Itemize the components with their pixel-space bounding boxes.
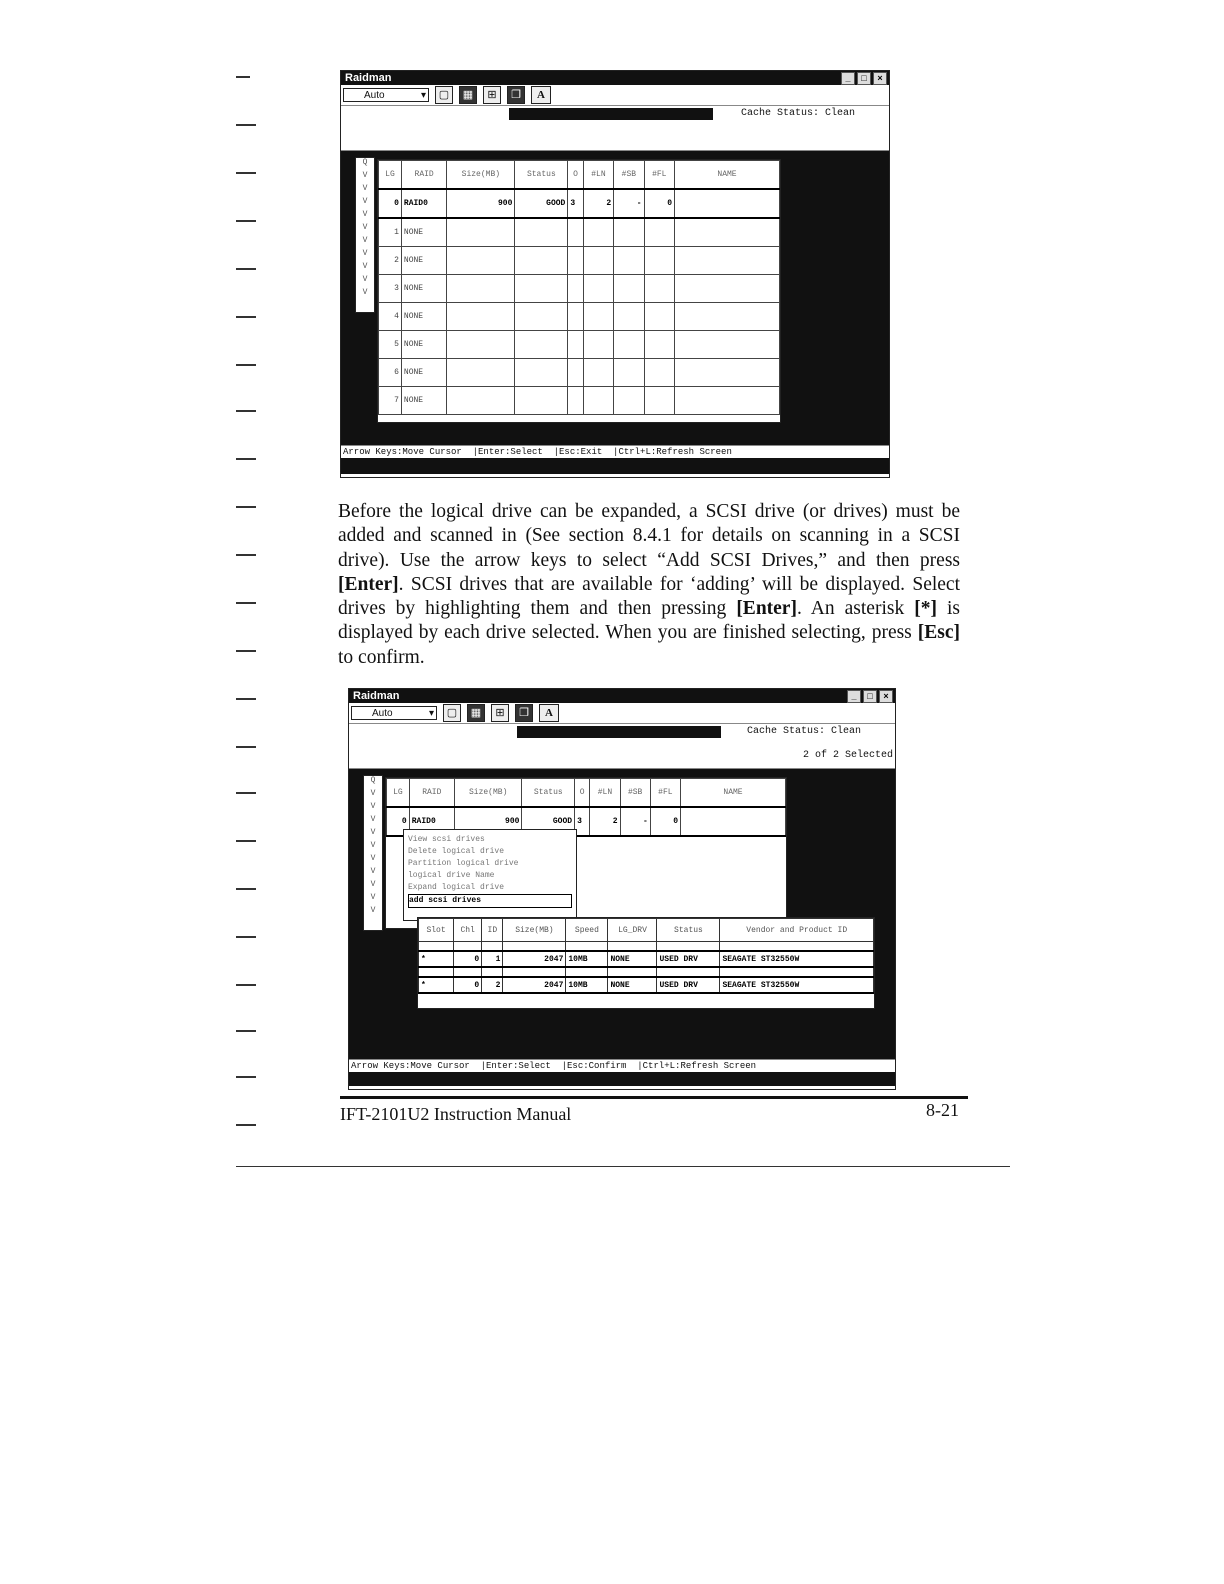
message-bar (517, 726, 721, 738)
close-icon[interactable]: × (873, 72, 887, 85)
terminal-screen (349, 769, 895, 1059)
page-number: 8-21 (926, 1100, 959, 1120)
menu-item-view-scsi[interactable]: View scsi drives (408, 835, 485, 844)
chevron-down-icon: ▾ (420, 90, 426, 101)
table-row[interactable]: 0 RAID0 900 GOOD 3 2 - 0 (387, 807, 786, 836)
bottom-rule (236, 1166, 1010, 1167)
windows-icon[interactable]: ❐ (515, 704, 533, 722)
selected-count: 2 of 2 Selected (802, 750, 893, 761)
menu-item-name[interactable]: logical drive Name (408, 871, 495, 880)
menu-item-expand[interactable]: Expand logical drive (408, 883, 505, 892)
maximize-icon[interactable]: □ (857, 72, 871, 85)
raidman-window-2 (348, 688, 896, 1090)
window-title: Raidman (345, 72, 392, 84)
status-bar: Arrow Keys:Move Cursor |Enter:Select |Esc:Confirm |Ctrl+L:Refresh Screen (349, 1059, 895, 1072)
menu-item-delete[interactable]: Delete logical drive (408, 847, 505, 856)
table-row[interactable]: 6 NONE (379, 359, 780, 387)
menu-item-partition[interactable]: Partition logical drive (408, 859, 519, 868)
maximize-icon[interactable]: □ (863, 690, 877, 703)
grid-icon[interactable]: ⊞ (483, 86, 501, 104)
font-icon[interactable]: A (531, 86, 551, 104)
side-strip: Q V V V V V V V V V V (363, 775, 383, 931)
scsi-drive-table (417, 917, 875, 1009)
cache-status: Cache Status: Clean (740, 108, 855, 119)
toolbar (349, 703, 895, 724)
side-strip: Q V V V V V V V V V V (355, 157, 375, 313)
terminal-screen (341, 151, 889, 445)
logical-drive-table (377, 159, 781, 423)
table-row[interactable]: 2 NONE (379, 247, 780, 275)
table-row[interactable]: 5 NONE (379, 331, 780, 359)
chevron-down-icon: ▾ (428, 708, 434, 719)
toolbar (341, 85, 889, 106)
new-icon[interactable]: ▢ (443, 704, 461, 722)
table-row[interactable]: 4 NONE (379, 303, 780, 331)
title-bar (341, 71, 889, 85)
info-band (341, 106, 889, 151)
info-band (349, 724, 895, 769)
table-row[interactable]: 7 NONE (379, 387, 780, 415)
window-title: Raidman (353, 690, 400, 702)
minimize-icon[interactable]: _ (841, 72, 855, 85)
raidman-window-1 (340, 70, 890, 478)
mode-combo[interactable]: Auto ▾ (343, 88, 429, 102)
disk-icon[interactable]: ▦ (459, 86, 477, 104)
table-row[interactable]: 0 RAID0 900 GOOD 3 2 - 0 (379, 189, 780, 218)
table-row[interactable]: 3 NONE (379, 275, 780, 303)
cache-status: Cache Status: Clean (746, 726, 861, 737)
new-icon[interactable]: ▢ (435, 86, 453, 104)
font-icon[interactable]: A (539, 704, 559, 722)
mode-combo[interactable]: Auto ▾ (351, 706, 437, 720)
windows-icon[interactable]: ❐ (507, 86, 525, 104)
minimize-icon[interactable]: _ (847, 690, 861, 703)
footer-manual-title: IFT-2101U2 Instruction Manual (340, 1104, 572, 1124)
body-paragraph: Before the logical drive can be expanded, a SCSI drive (or drives) must be added and scanned in (See section 8.4.1 for details on scanning in a SCSI drive). Use the arrow keys to select “Add SCSI Drives,” and then press [Enter]. SCSI drives that are available for ‘adding’ will be displayed. Select drives by highlighting them and then pressing [Enter]. An asterisk [*] is displayed by each drive selected. When you are finished selecting, press [Esc] to confirm. (338, 501, 960, 668)
table-row[interactable]: 1 NONE (379, 218, 780, 247)
grid-icon[interactable]: ⊞ (491, 704, 509, 722)
disk-icon[interactable]: ▦ (467, 704, 485, 722)
logical-drive-menu (403, 829, 577, 921)
menu-item-add-scsi[interactable]: add scsi drives (408, 894, 572, 908)
table-header: Slot Chl ID Size(MB) Speed LG_DRV Status Vendor and Product ID (419, 919, 874, 942)
message-bar (509, 108, 713, 120)
table-row[interactable]: * 0 1 2047 10MB NONE USED DRV SEAGATE ST32550W (419, 951, 874, 967)
table-header: LG RAID Size(MB) Status O #LN #SB #FL NAME (387, 779, 786, 808)
footer-rule (340, 1096, 968, 1099)
table-header: LG RAID Size(MB) Status O #LN #SB #FL NAME (379, 161, 780, 190)
close-icon[interactable]: × (879, 690, 893, 703)
table-row[interactable]: * 0 2 2047 10MB NONE USED DRV SEAGATE ST32550W (419, 977, 874, 993)
title-bar (349, 689, 895, 703)
status-bar: Arrow Keys:Move Cursor |Enter:Select |Esc:Exit |Ctrl+L:Refresh Screen (341, 445, 889, 458)
